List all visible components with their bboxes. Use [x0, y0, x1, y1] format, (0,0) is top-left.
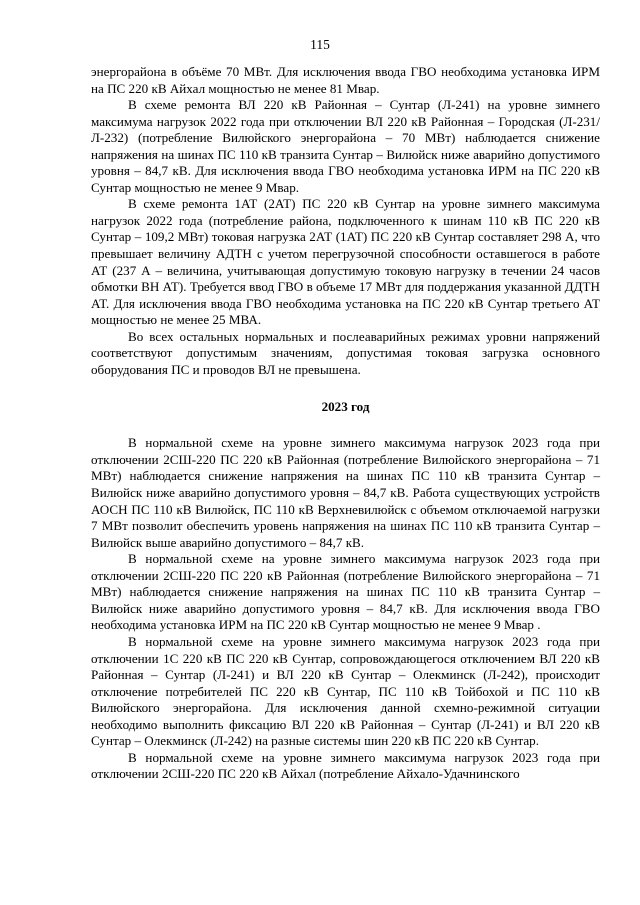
- paragraph: В нормальной схеме на уровне зимнего максимума нагрузок 2023 года при отключении 1С 220 кВ ПС 220 кВ Сунтар, сопровождающегося отключением ВЛ 220 кВ Районная – Сунтар (Л-241) и ВЛ 220 кВ Сунтар – Олекминск (Л-242), происходит отключение потребителей ПС 220 кВ Сунтар, ПС 110 кВ Тойбохой и ПС 110 кВ Вилюйского энергорайона. Для исключения данной схемно-режимной ситуации необходимо выполнить фиксацию ВЛ 220 кВ Районная – Сунтар (Л-241) и ВЛ 220 кВ Сунтар – Олекминск (Л-242) на разные системы шин 220 кВ ПС 220 кВ Сунтар.: [91, 633, 600, 749]
- paragraph: В схеме ремонта ВЛ 220 кВ Районная – Сунтар (Л-241) на уровне зимнего максимума нагрузок 2022 года при отключении ВЛ 220 кВ Районная – Городская (Л-231/Л-232) (потребление Вилюйского энергорайона – 70 МВт) наблюдается снижение напряжения на шинах ПС 110 кВ транзита Сунтар – Вилюйск ниже аварийно допустимого уровня – 84,7 кВ. Для исключения ввода ГВО необходима установка ИРМ на ПС 220 кВ Сунтар мощностью не менее 9 Мвар.: [91, 97, 600, 195]
- paragraph-continuation: энергорайона в объёме 70 МВт. Для исключения ввода ГВО необходима установка ИРМ на ПС 220 кВ Айхал мощностью не менее 81 Мвар.: [91, 64, 600, 96]
- paragraph: В схеме ремонта 1АТ (2АТ) ПС 220 кВ Сунтар на уровне зимнего максимума нагрузок 2022 года (потребление района, подключенного к шинам 110 кВ ПС 220 кВ Сунтар – 109,2 МВт) токовая нагрузка 2АТ (1АТ) ПС 220 кВ Сунтар составляет 298 А, что превышает величину АДТН с учетом перегрузочной способности оставшегося в работе АТ (237 А – величина, учитывающая допустимую токовую нагрузку в течении 24 часов обмотки ВН АТ). Требуется ввод ГВО в объеме 17 МВт для поддержания указанной ДДТН АТ. Для исключения ввода ГВО необходима установка на ПС 220 кВ Сунтар третьего АТ мощностью не менее 25 МВА.: [91, 196, 600, 328]
- paragraph: В нормальной схеме на уровне зимнего максимума нагрузок 2023 года при отключении 2СШ-220 ПС 220 кВ Айхал (потребление Айхало-Удачнинского: [91, 749, 600, 782]
- page-number: 115: [310, 37, 330, 52]
- section-heading: 2023 год: [321, 399, 370, 415]
- paragraph: Во всех остальных нормальных и послеаварийных режимах уровни напряжений соответствуют допустимым значениям, допустимая токовая загрузка основного оборудования ПС и проводов ВЛ не превышена.: [91, 328, 600, 377]
- document-body: [91, 64, 600, 783]
- paragraph: В нормальной схеме на уровне зимнего максимума нагрузок 2023 года при отключении 2СШ-220 ПС 220 кВ Районная (потребление Вилюйского энергорайона – 71 МВт) наблюдается снижение напряжения на шинах ПС 110 кВ транзита Сунтар – Вилюйск ниже аварийно допустимого уровня – 84,7 кВ. Для исключения ввода ГВО необходима установка ИРМ на ПС 220 кВ Сунтар мощностью не менее 9 Мвар .: [91, 551, 600, 633]
- paragraph: В нормальной схеме на уровне зимнего максимума нагрузок 2023 года при отключении 2СШ-220 ПС 220 кВ Районная (потребление Вилюйского энергорайона – 71 МВт) наблюдается снижение напряжения на шинах ПС 110 кВ транзита Сунтар – Вилюйск ниже аварийно допустимого уровня – 84,7 кВ. Работа существующих устройств АОСН ПС 110 кВ Вилюйск, ПС 110 кВ Верхневилюйск с объемом отключаемой нагрузки 7 МВт позволит обеспечить уровень напряжения на шинах ПС 110 кВ транзита Сунтар – Вилюйск выше аварийно допустимого – 84,7 кВ.: [91, 435, 600, 550]
